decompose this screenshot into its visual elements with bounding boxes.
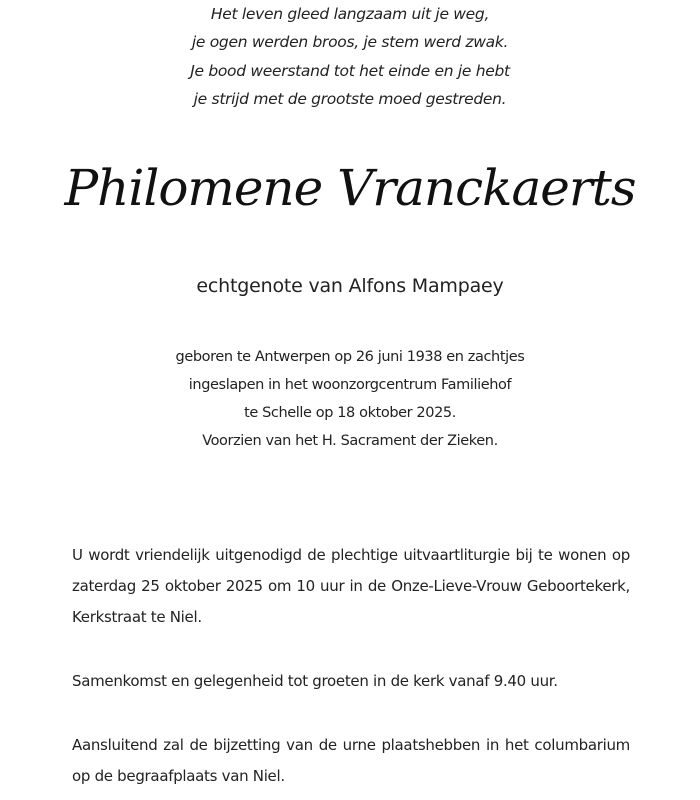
birth-block [0,343,700,455]
birth-line: te Schelle op 18 oktober 2025. [244,405,456,421]
gathering-paragraph: Samenkomst en gelegenheid tot groeten in de kerk vanaf 9.40 uur. [72,672,558,690]
interment-paragraph: Aansluitend zal de bijzetting van de urne plaatshebben in het columbarium op de begraafplaats van Niel. [72,736,630,785]
poem-line: Je bood weerstand tot het einde en je hebt [190,61,510,80]
birth-line: Voorzien van het H. Sacrament der Zieken. [202,433,498,449]
birth-line: geboren te Antwerpen op 26 juni 1938 en zachtjes [175,349,525,365]
deceased-name: Philomene Vranckaerts [64,159,636,217]
poem [0,0,700,113]
spouse-line: echtgenote van Alfons Mampaey [196,275,504,297]
poem-line: je strijd met de grootste moed gestreden. [193,89,507,108]
birth-line: ingeslapen in het woonzorgcentrum Familiehof [188,377,512,393]
poem-line: je ogen werden broos, je stem werd zwak. [191,33,509,52]
funeral-invitation-paragraph: U wordt vriendelijk uitgenodigd de plechtige uitvaartliturgie bij te wonen op zaterdag 25 oktober 2025 om 10 uur in de Onze-Lieve-Vrouw Geboortekerk, Kerkstraat te Niel. [72,546,630,626]
poem-line: Het leven gleed langzaam uit je weg, [210,5,490,23]
